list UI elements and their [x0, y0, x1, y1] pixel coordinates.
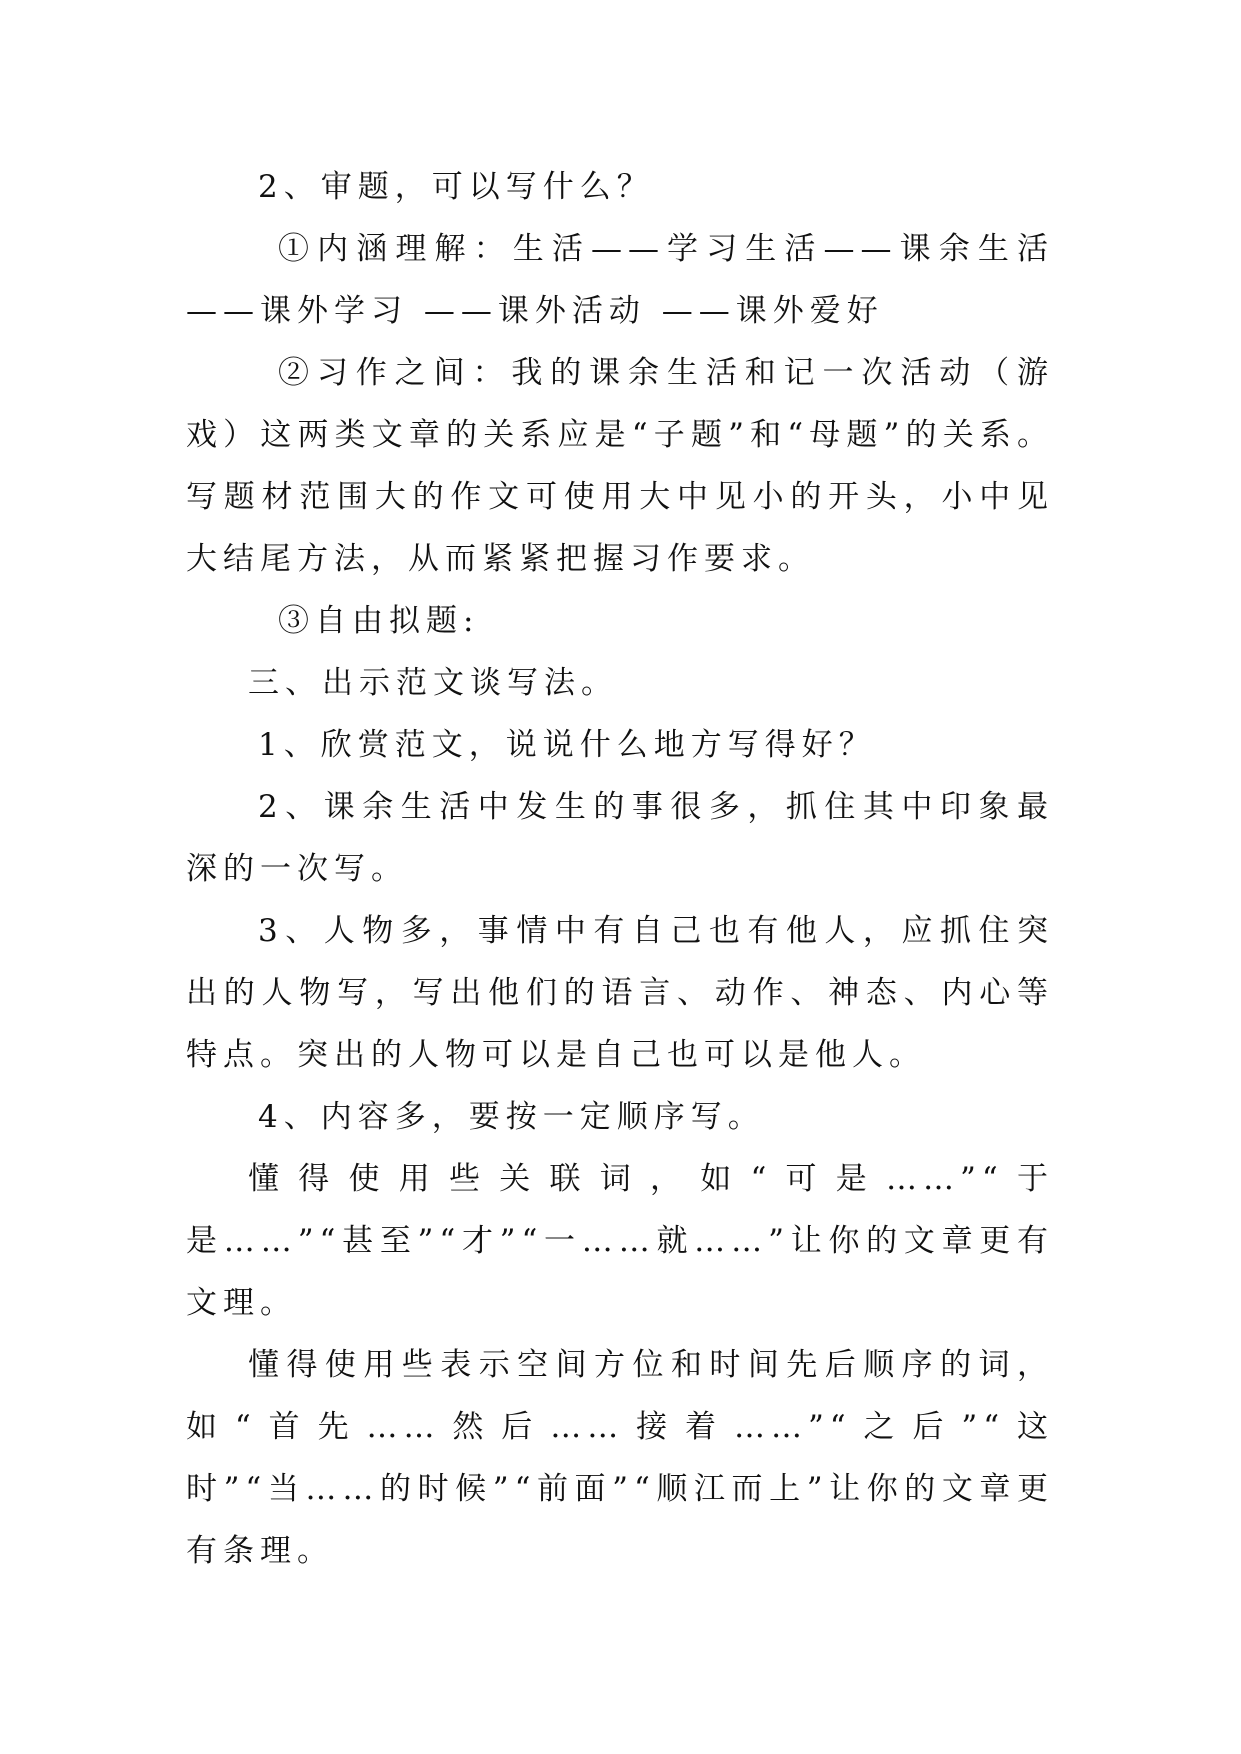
document-body: [186, 156, 1054, 1582]
point-4-paragraph: 4、内容多，要按一定顺序写。: [258, 1099, 765, 1135]
between-compositions-paragraph: ②习作之间：我的课余生活和记一次活动（游戏）这两类文章的关系应是“子题”和“母题”的关系。写题材范围大的作文可使用大中见小的开头，小中见大结尾方法，从而紧紧把握习作要求。: [186, 355, 1054, 577]
free-title-paragraph: ③自由拟题:: [278, 603, 480, 639]
point-3-paragraph: 3、人物多，事情中有自己也有他人，应抓住突出的人物写，写出他们的语言、动作、神态、内心等特点。突出的人物可以是自己也可以是他人。: [186, 913, 1054, 1073]
section-3-heading: 三、出示范文谈写法。: [248, 665, 618, 701]
connotation-paragraph: ①内涵理解：生活——学习生活——课余生活——课外学习 ——课外活动 ——课外爱好: [186, 231, 1054, 329]
point-1-paragraph: 1、欣赏范文，说说什么地方写得好？: [258, 727, 876, 763]
sequence-words-paragraph: 懂得使用些表示空间方位和时间先后顺序的词，如“首先……然后……接着……”“之后”“这时”“当……的时候”“前面”“顺江而上”让你的文章更有条理。: [186, 1347, 1054, 1569]
conjunctions-paragraph: 懂得使用些关联词，如“可是……”“于是……”“甚至”“才”“一……就……”让你的文章更有文理。: [186, 1161, 1054, 1321]
point-2-paragraph: 2、课余生活中发生的事很多，抓住其中印象最深的一次写。: [186, 789, 1054, 887]
step-2-heading: 2、审题，可以写什么？: [258, 169, 654, 205]
